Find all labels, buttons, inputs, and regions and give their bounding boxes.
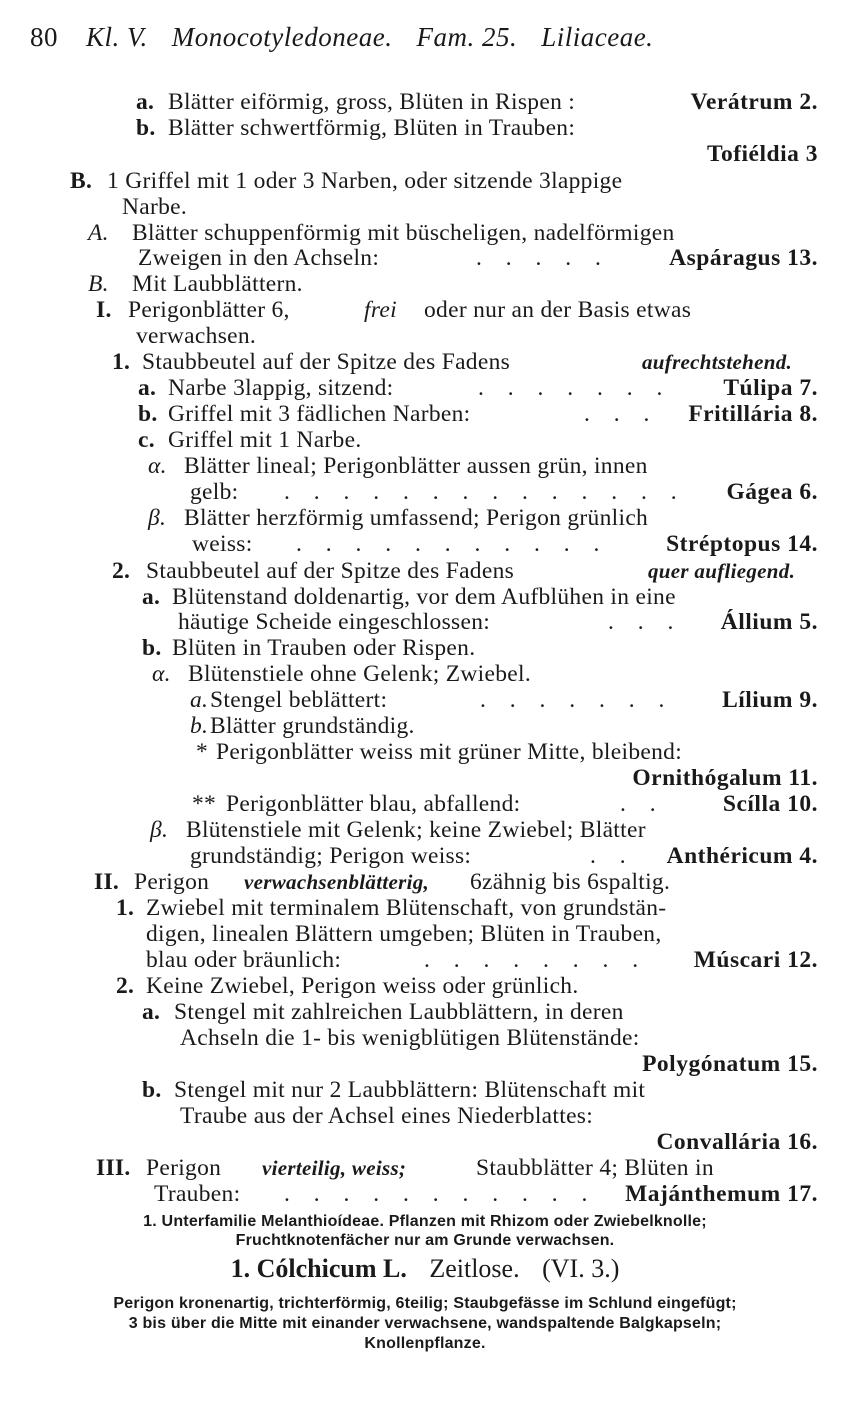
genus-reference: Túlipa 7.	[723, 375, 818, 401]
key-line	[0, 713, 850, 739]
leader-dots: . . . . . . . . . . .	[284, 1181, 597, 1207]
key-text: Blütenstiele ohne Gelenk; Zwiebel.	[188, 661, 532, 687]
key-line	[0, 817, 850, 843]
key-text: Perigon	[134, 869, 210, 895]
genus-name: 1. Cólchicum L.	[230, 1254, 407, 1283]
description-line-2: 3 bis über die Mitte mit einander verwachsene, wandspaltende Balgkapseln;	[128, 1315, 722, 1332]
key-line	[0, 584, 850, 610]
key-line	[0, 505, 850, 531]
leader-dots: . . . . . . . . . . . . . .	[284, 479, 686, 505]
key-marker: c.	[138, 427, 155, 453]
key-line	[0, 1181, 850, 1207]
genus-reference: Anthéricum 4.	[666, 843, 818, 869]
key-text: Perigon	[146, 1155, 222, 1181]
genus-reference: Ornithógalum 11.	[632, 765, 818, 791]
key-line	[0, 1103, 850, 1129]
genus-reference: Múscari 12.	[693, 947, 818, 973]
key-line	[0, 947, 850, 973]
key-marker: 1.	[112, 349, 131, 375]
key-line	[0, 973, 850, 999]
key-text: weiss:	[192, 531, 253, 557]
key-line	[0, 1051, 850, 1077]
key-line	[0, 558, 850, 584]
genus-common-name: Zeitlose.	[429, 1254, 520, 1283]
key-emphasis: verwachsenblätterig,	[244, 870, 430, 894]
key-emphasis: vierteilig, weiss;	[262, 1156, 407, 1180]
genus-reference: Állium 5.	[720, 609, 818, 635]
key-line	[0, 168, 850, 194]
header-division: Monocotyledoneae.	[171, 22, 393, 52]
key-marker: B.	[88, 271, 109, 297]
key-line	[0, 895, 850, 921]
key-marker: a.	[136, 89, 155, 115]
running-header	[30, 22, 677, 53]
description-line-1: Perigon kronenartig, trichterförmig, 6teilig; Staubgefässe im Schlund eingefügt;	[113, 1295, 737, 1312]
key-line	[0, 194, 850, 220]
genus-period: (VI. 3.)	[542, 1254, 620, 1283]
page-number: 80	[30, 22, 58, 52]
key-text: Zweigen in den Achseln:	[138, 245, 380, 271]
key-text: Perigonblätter 6,	[128, 297, 290, 323]
key-line	[0, 687, 850, 713]
key-marker: III.	[96, 1155, 131, 1181]
key-text: 1 Griffel mit 1 oder 3 Narben, oder sitzende 3lappige	[107, 168, 623, 194]
genus-reference: Tofiéldia 3	[706, 141, 818, 167]
genus-heading	[0, 1254, 850, 1284]
key-text: Blüten in Trauben oder Rispen.	[172, 635, 476, 661]
key-marker: b.	[138, 401, 158, 427]
key-line	[0, 401, 850, 427]
key-text: verwachsen.	[136, 323, 257, 349]
key-text: Blätter lineal; Perigonblätter aussen grün, innen	[184, 453, 648, 479]
key-marker: b.	[142, 1077, 162, 1103]
key-line	[0, 323, 850, 349]
key-text: Zwiebel mit terminalem Blütenschaft, von grundstän-	[146, 895, 667, 921]
key-emphasis: aufrechtstehend.	[642, 350, 793, 374]
key-marker: 2.	[116, 973, 135, 999]
subfamily-line-1: 1. Unterfamilie Melanthioídeae. Pflanzen mit Rhizom oder Zwiebelknolle;	[143, 1213, 707, 1230]
key-marker: a.	[138, 375, 157, 401]
key-text: 6zähnig bis 6spaltig.	[470, 869, 671, 895]
key-marker: β.	[148, 505, 167, 531]
key-marker: b.	[136, 115, 156, 141]
key-line	[0, 375, 850, 401]
key-line	[0, 531, 850, 557]
description-line-3: Knollenpflanze.	[364, 1335, 486, 1352]
key-line	[0, 999, 850, 1025]
key-text: digen, linealen Blättern umgeben; Blüten in Trauben,	[146, 921, 662, 947]
key-line	[0, 427, 850, 453]
key-marker: 1.	[116, 895, 135, 921]
key-text: Staubbeutel auf der Spitze des Fadens	[146, 558, 515, 584]
genus-reference: Gágea 6.	[726, 479, 818, 505]
key-text: Stengel mit nur 2 Laubblättern: Blütenschaft mit	[174, 1077, 646, 1103]
key-text: Staubbeutel auf der Spitze des Fadens	[142, 349, 511, 375]
key-text: Keine Zwiebel, Perigon weiss oder grünlich.	[146, 973, 579, 999]
key-text: Griffel mit 3 fädlichen Narben:	[168, 401, 471, 427]
key-marker: 2.	[112, 558, 131, 584]
key-text: Traube aus der Achsel eines Niederblattes:	[180, 1103, 594, 1129]
key-line	[0, 115, 850, 141]
leader-dots: . . . . . . .	[478, 375, 672, 401]
key-text: Blätter eiförmig, gross, Blüten in Rispen :	[168, 89, 576, 115]
genus-reference: Scílla 10.	[722, 791, 818, 817]
key-marker: B.	[70, 168, 93, 194]
subfamily-line-2: Fruchtknotenfächer nur am Grunde verwachsen.	[235, 1232, 615, 1249]
key-marker: b.	[142, 635, 162, 661]
key-marker: a.	[190, 687, 209, 713]
key-line	[0, 843, 850, 869]
genus-reference: Polygónatum 15.	[642, 1051, 818, 1077]
key-marker: *	[196, 739, 209, 765]
key-text: grundständig; Perigon weiss:	[190, 843, 472, 869]
key-line	[0, 89, 850, 115]
key-line	[0, 921, 850, 947]
key-line	[0, 349, 850, 375]
key-marker: a.	[142, 999, 161, 1025]
key-text: Narbe 3lappig, sitzend:	[168, 375, 394, 401]
key-line	[0, 791, 850, 817]
key-emphasis: frei	[364, 297, 397, 323]
key-marker: I.	[96, 297, 112, 323]
key-marker: II.	[94, 869, 120, 895]
key-line	[0, 453, 850, 479]
key-marker: b.	[190, 713, 209, 739]
key-line	[0, 271, 850, 297]
header-family-name: Liliaceae.	[541, 22, 654, 52]
key-text: Griffel mit 1 Narbe.	[168, 427, 362, 453]
key-line	[0, 739, 850, 765]
key-text: Blütenstand doldenartig, vor dem Aufblühen in eine	[172, 584, 676, 610]
key-text: Stengel mit zahlreichen Laubblättern, in deren	[174, 999, 624, 1025]
key-text: Perigonblätter weiss mit grüner Mitte, bleibend:	[216, 739, 683, 765]
key-marker: α.	[152, 661, 171, 687]
key-text: Mit Laubblättern.	[132, 271, 303, 297]
key-marker: α.	[148, 453, 167, 479]
key-line	[0, 245, 850, 271]
key-text: Blätter grundständig.	[210, 713, 415, 739]
leader-dots: . . .	[584, 401, 659, 427]
genus-reference: Convallária 16.	[656, 1129, 818, 1155]
header-family: Fam. 25.	[416, 22, 518, 52]
key-line	[0, 635, 850, 661]
key-line	[0, 609, 850, 635]
key-line	[0, 297, 850, 323]
genus-reference: Verátrum 2.	[690, 89, 818, 115]
key-line	[0, 869, 850, 895]
key-marker: A.	[88, 220, 109, 246]
key-marker: a.	[142, 584, 161, 610]
key-line	[0, 1155, 850, 1181]
key-text: Perigonblätter blau, abfallend:	[226, 791, 521, 817]
key-line	[0, 479, 850, 505]
key-text: Blätter schuppenförmig mit büscheligen, nadelförmigen	[132, 220, 675, 246]
key-text: Stengel beblättert:	[210, 687, 388, 713]
key-text: Blätter herzförmig umfassend; Perigon grünlich	[184, 505, 649, 531]
header-class: Kl. V.	[86, 22, 148, 52]
key-line	[0, 220, 850, 246]
leader-dots: . . . . . . . .	[424, 947, 648, 973]
key-emphasis: quer aufliegend.	[648, 559, 796, 583]
key-marker: **	[192, 791, 217, 817]
key-text: Achseln die 1- bis wenigblütigen Blütenstände:	[180, 1025, 640, 1051]
key-line	[0, 1129, 850, 1155]
key-line	[0, 1025, 850, 1051]
genus-reference: Stréptopus 14.	[666, 531, 818, 557]
key-text: häutige Scheide eingeschlossen:	[178, 609, 491, 635]
leader-dots: . . . . . . .	[480, 687, 674, 713]
key-text: Narbe.	[122, 194, 188, 220]
leader-dots: . .	[620, 791, 665, 817]
key-text: Trauben:	[154, 1181, 241, 1207]
genus-reference: Lílium 9.	[722, 687, 818, 713]
key-line	[0, 765, 850, 791]
key-text: blau oder bräunlich:	[146, 947, 342, 973]
leader-dots: . . .	[608, 609, 683, 635]
leader-dots: . .	[590, 843, 635, 869]
key-line	[0, 141, 850, 167]
leader-dots: . . . . .	[476, 245, 610, 271]
key-text: Staubblätter 4; Blüten in	[476, 1155, 714, 1181]
genus-reference: Majánthemum 17.	[625, 1181, 818, 1207]
key-line	[0, 1077, 850, 1103]
key-text: gelb:	[190, 479, 239, 505]
key-line	[0, 661, 850, 687]
leader-dots: . . . . . . . . . . .	[296, 531, 609, 557]
key-marker: β.	[150, 817, 169, 843]
genus-reference: Fritillária 8.	[688, 401, 818, 427]
key-text: Blütenstiele mit Gelenk; keine Zwiebel; Blätter	[186, 817, 646, 843]
genus-reference: Aspáragus 13.	[669, 245, 818, 271]
key-text: Blätter schwertförmig, Blüten in Trauben:	[168, 115, 576, 141]
key-text: oder nur an der Basis etwas	[424, 297, 692, 323]
